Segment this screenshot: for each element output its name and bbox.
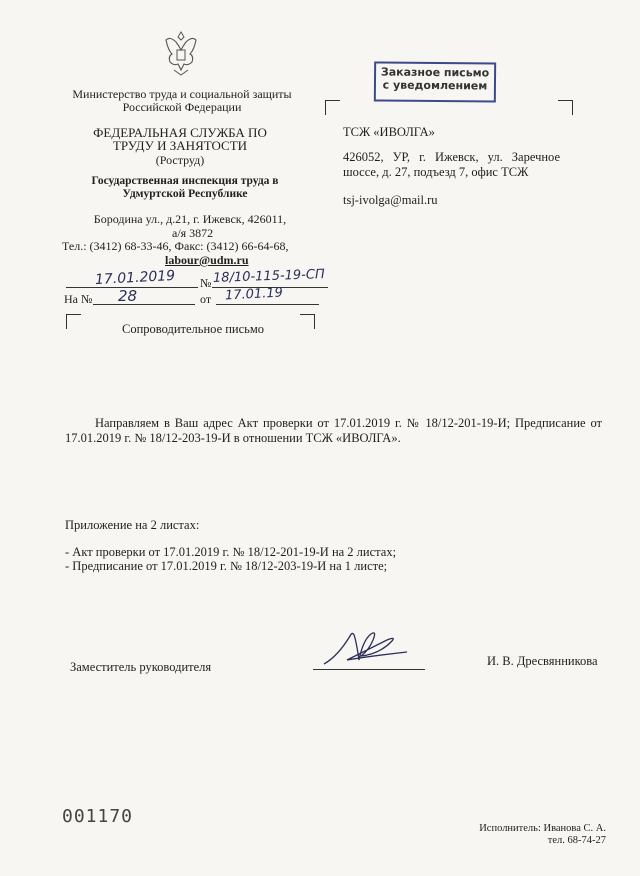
reply-number: 28 <box>118 287 138 305</box>
signer-name: И. В. Дресвянникова <box>487 654 598 668</box>
sender-address-line2: а/я 3872 <box>172 226 214 240</box>
stamp-line1: Заказное письмо <box>380 65 490 80</box>
attachments-title: Приложение на 2 листах: <box>65 518 200 532</box>
handwritten-signature <box>318 620 418 670</box>
sender-phone: Тел.: (3412) 68-33-46, Факс: (3412) 66-64-68, <box>62 239 289 253</box>
executor-phone: тел. 68-74-27 <box>547 835 606 846</box>
recipient-corner-left <box>325 100 340 115</box>
recipient-email: tsj-ivolga@mail.ru <box>343 193 438 207</box>
reply-date-underline <box>216 303 319 305</box>
registration-number: 18/10-115-19-СП <box>212 267 325 286</box>
registered-mail-stamp <box>374 61 496 102</box>
subject-corner-left <box>66 314 81 329</box>
stamp-line2: с уведомлением <box>382 78 488 93</box>
reply-label: На № <box>64 292 93 306</box>
recipient-address: 426052, УР, г. Ижевск, ул. Заречное шоссе, д. 27, подъезд 7, офис ТСЖ <box>343 150 560 179</box>
service-short-name: (Роструд) <box>155 153 205 167</box>
sender-email: labour@udm.ru <box>165 253 249 267</box>
registration-date: 17.01.2019 <box>94 267 176 289</box>
sender-address-line1: Бородина ул., д.21, г. Ижевск, 426011, <box>93 212 287 226</box>
service-name: ФЕДЕРАЛЬНАЯ СЛУЖБА ПО ТРУДУ И ЗАНЯТОСТИ <box>93 125 267 153</box>
number-label: № <box>200 276 212 290</box>
attachment-item: - Предписание от 17.01.2019 г. № 18/12-203-19-И на 1 листе; <box>65 559 388 573</box>
document-serial-number: 001170 <box>62 806 134 827</box>
coat-of-arms-emblem <box>160 28 202 78</box>
inspection-name: Государственная инспекция труда в Удмуртской Республике <box>91 175 279 200</box>
letter-body: Направляем в Ваш адрес Акт проверки от 17.01.2019 г. № 18/12-201-19-И; Предписание от 17.01.2019 г. № 18/12-203-19-И в отношении ТСЖ «ИВОЛГА». <box>65 416 602 445</box>
recipient-corner-right <box>558 100 573 115</box>
reply-number-underline <box>93 303 195 305</box>
executor-info <box>470 823 606 847</box>
signer-title: Заместитель руководителя <box>70 660 212 674</box>
subject-corner-right <box>300 314 315 329</box>
from-label: от <box>200 292 212 306</box>
executor-name: Исполнитель: Иванова С. А. <box>479 823 606 834</box>
ministry-name: Министерство труда и социальной защиты Российской Федерации <box>72 87 292 114</box>
recipient-name: ТСЖ «ИВОЛГА» <box>343 125 435 139</box>
reply-date: 17.01.19 <box>224 285 284 304</box>
attachment-item: - Акт проверки от 17.01.2019 г. № 18/12-201-19-И на 2 листах; <box>65 545 397 559</box>
letter-subject: Сопроводительное письмо <box>122 322 265 336</box>
